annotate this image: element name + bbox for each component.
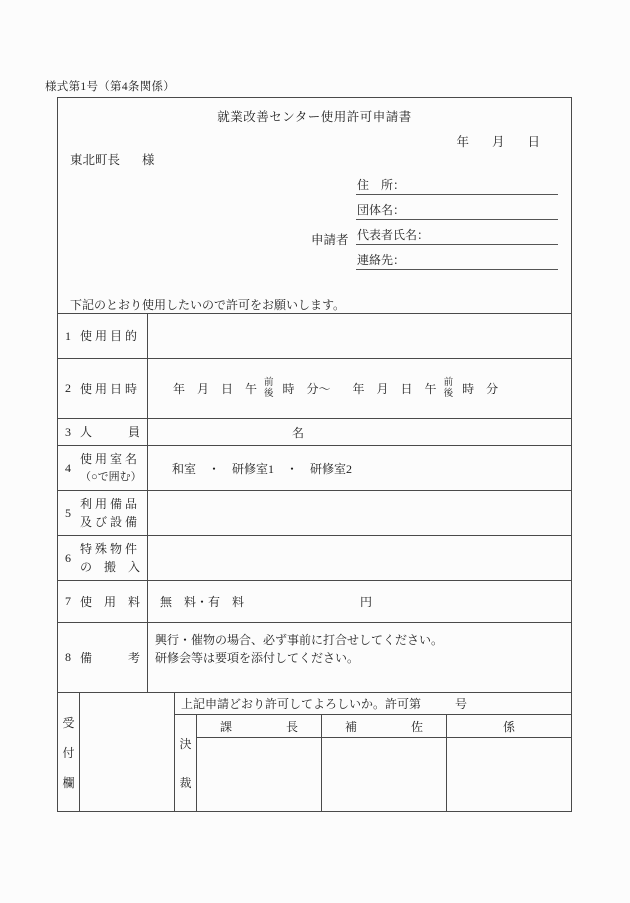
fee-options: 無 料・有 料 — [160, 595, 245, 609]
approver-header-char: 係 — [502, 719, 515, 734]
date-line — [456, 132, 540, 150]
personnel-input-area — [148, 419, 571, 445]
approval-question: 上記申請どおり許可してよろしいか。許可第 — [181, 697, 422, 711]
row-label-line2: （○で囲む） — [80, 471, 142, 483]
row-equipment-label-cell — [58, 491, 148, 535]
room-options-area — [148, 446, 571, 490]
applicant-fields — [356, 170, 558, 270]
approver-stamp-cell — [447, 738, 571, 811]
row-remarks — [58, 622, 571, 692]
request-statement: 下記のとおり使用したいので許可をお願いします。 — [70, 298, 346, 312]
row-number: 3 — [65, 424, 71, 439]
decision-char: 裁 — [179, 776, 192, 790]
approver-header-char: 佐 — [411, 719, 424, 734]
row-personnel-label-cell — [58, 419, 148, 445]
applicant-label: 申請者 — [311, 233, 349, 247]
row-label-line1: 利 用 備 品 — [80, 497, 138, 511]
row-usage-datetime — [58, 358, 571, 418]
row-room-name — [58, 445, 571, 490]
applicant-field-representative — [356, 220, 558, 245]
row-label: 備 考 — [80, 650, 141, 665]
row-label-line2: の 搬 入 — [80, 560, 141, 574]
approver-header-char: 長 — [286, 719, 299, 734]
approver-header-char: 課 — [219, 719, 232, 734]
am-label: 前 — [264, 377, 274, 388]
row-label-line1: 特 殊 物 件 — [80, 542, 138, 556]
approver-header-section-chief — [197, 715, 321, 738]
datetime-end-time: 時 分 — [462, 382, 499, 396]
row-label: 使 用 日 時 — [80, 381, 138, 396]
applicant-field-organization-label: 団体名： — [357, 203, 406, 217]
am-pm-stack-end — [444, 378, 454, 400]
form-sheet — [57, 97, 572, 812]
addressee-name: 東北町長 — [70, 153, 121, 167]
reception-column — [58, 693, 80, 811]
row-special-items — [58, 535, 571, 580]
datetime-start-date: 年 月 日 午 — [173, 382, 258, 396]
row-personnel — [58, 418, 571, 445]
main-table — [58, 313, 571, 692]
decision-char: 決 — [179, 737, 192, 751]
row-number: 8 — [65, 650, 71, 664]
approval-suffix: 号 — [455, 697, 468, 711]
row-number: 5 — [65, 505, 71, 520]
room-options: 和室 ・ 研修室1 ・ 研修室2 — [172, 461, 353, 476]
pm-label: 後 — [264, 388, 274, 399]
applicant-field-address-label: 住 所： — [357, 178, 406, 192]
row-room-name-label-cell — [58, 446, 148, 490]
personnel-counter-label: 名 — [292, 425, 305, 440]
row-usage-purpose — [58, 313, 571, 358]
datetime-end-date: 年 月 日 午 — [352, 382, 437, 396]
approval-area — [175, 693, 571, 811]
applicant-field-organization — [356, 195, 558, 220]
reception-stamp-area — [80, 693, 175, 811]
row-number: 2 — [65, 381, 71, 395]
row-label — [80, 540, 140, 576]
approver-stamp-cell — [197, 738, 321, 811]
date-day-label: 日 — [527, 135, 540, 149]
row-number: 1 — [65, 328, 71, 343]
row-usage-fee — [58, 580, 571, 622]
row-remarks-label-cell — [58, 623, 148, 692]
applicant-field-contact-label: 連絡先： — [357, 253, 406, 267]
row-label: 使 用 料 — [80, 594, 141, 609]
row-usage-purpose-label-cell — [58, 314, 148, 358]
remarks-note-2: 研修会等は要項を添付してください。 — [155, 650, 360, 665]
date-month-label: 月 — [491, 135, 505, 149]
addressee-honorific: 様 — [142, 153, 155, 167]
fee-input-area — [148, 581, 571, 622]
applicant-field-contact — [356, 245, 558, 270]
reception-char: 欄 — [62, 775, 75, 790]
row-usage-fee-label-cell — [58, 581, 148, 622]
row-equipment — [58, 490, 571, 535]
row-label-line2: 及 び 設 備 — [80, 515, 138, 529]
applicant-field-address — [356, 170, 558, 195]
form-number: 様式第1号（第4条関係） — [45, 81, 176, 93]
pm-label: 後 — [443, 388, 454, 399]
remarks-note-1: 興行・催物の場合、必ず事前に打合せしてください。 — [155, 633, 444, 647]
addressee-line — [70, 150, 155, 168]
row-label — [80, 495, 137, 531]
usage-datetime-input-area — [148, 359, 571, 418]
approval-grid — [175, 715, 571, 811]
am-label: 前 — [443, 377, 454, 388]
decision-column — [175, 715, 197, 811]
approver-column-staff — [447, 715, 571, 811]
approval-question-row — [175, 693, 571, 715]
reception-char: 受 — [62, 715, 75, 730]
remarks-area — [148, 623, 571, 692]
row-usage-datetime-label-cell — [58, 359, 148, 418]
row-number: 4 — [65, 460, 71, 475]
row-number: 7 — [65, 594, 71, 608]
equipment-input-area — [148, 491, 571, 535]
approver-stamp-cell — [322, 738, 446, 811]
form-title: 就業改善センター使用許可申請書 — [217, 110, 412, 124]
date-year-label: 年 — [456, 135, 469, 149]
approver-column-assistant — [322, 715, 447, 811]
row-number: 6 — [65, 550, 71, 565]
special-items-input-area — [148, 536, 571, 580]
approver-columns — [197, 715, 571, 811]
approver-header-char: 補 — [344, 719, 357, 734]
row-special-items-label-cell — [58, 536, 148, 580]
approver-column-section-chief — [197, 715, 322, 811]
reception-char: 付 — [62, 745, 75, 760]
applicant-field-representative-label: 代表者氏名： — [357, 228, 430, 242]
office-use-section — [58, 692, 571, 811]
row-label: 使 用 目 的 — [80, 329, 138, 343]
row-label: 人 員 — [80, 425, 141, 439]
approver-header-assistant — [322, 715, 446, 738]
fee-unit-label: 円 — [360, 595, 373, 609]
approver-header-staff — [447, 715, 571, 738]
datetime-start-time: 時 分～ — [282, 382, 331, 396]
row-label — [80, 450, 142, 486]
row-label-line1: 使 用 室 名 — [80, 452, 138, 466]
usage-purpose-input-area — [148, 314, 571, 358]
am-pm-stack-start — [264, 378, 274, 400]
